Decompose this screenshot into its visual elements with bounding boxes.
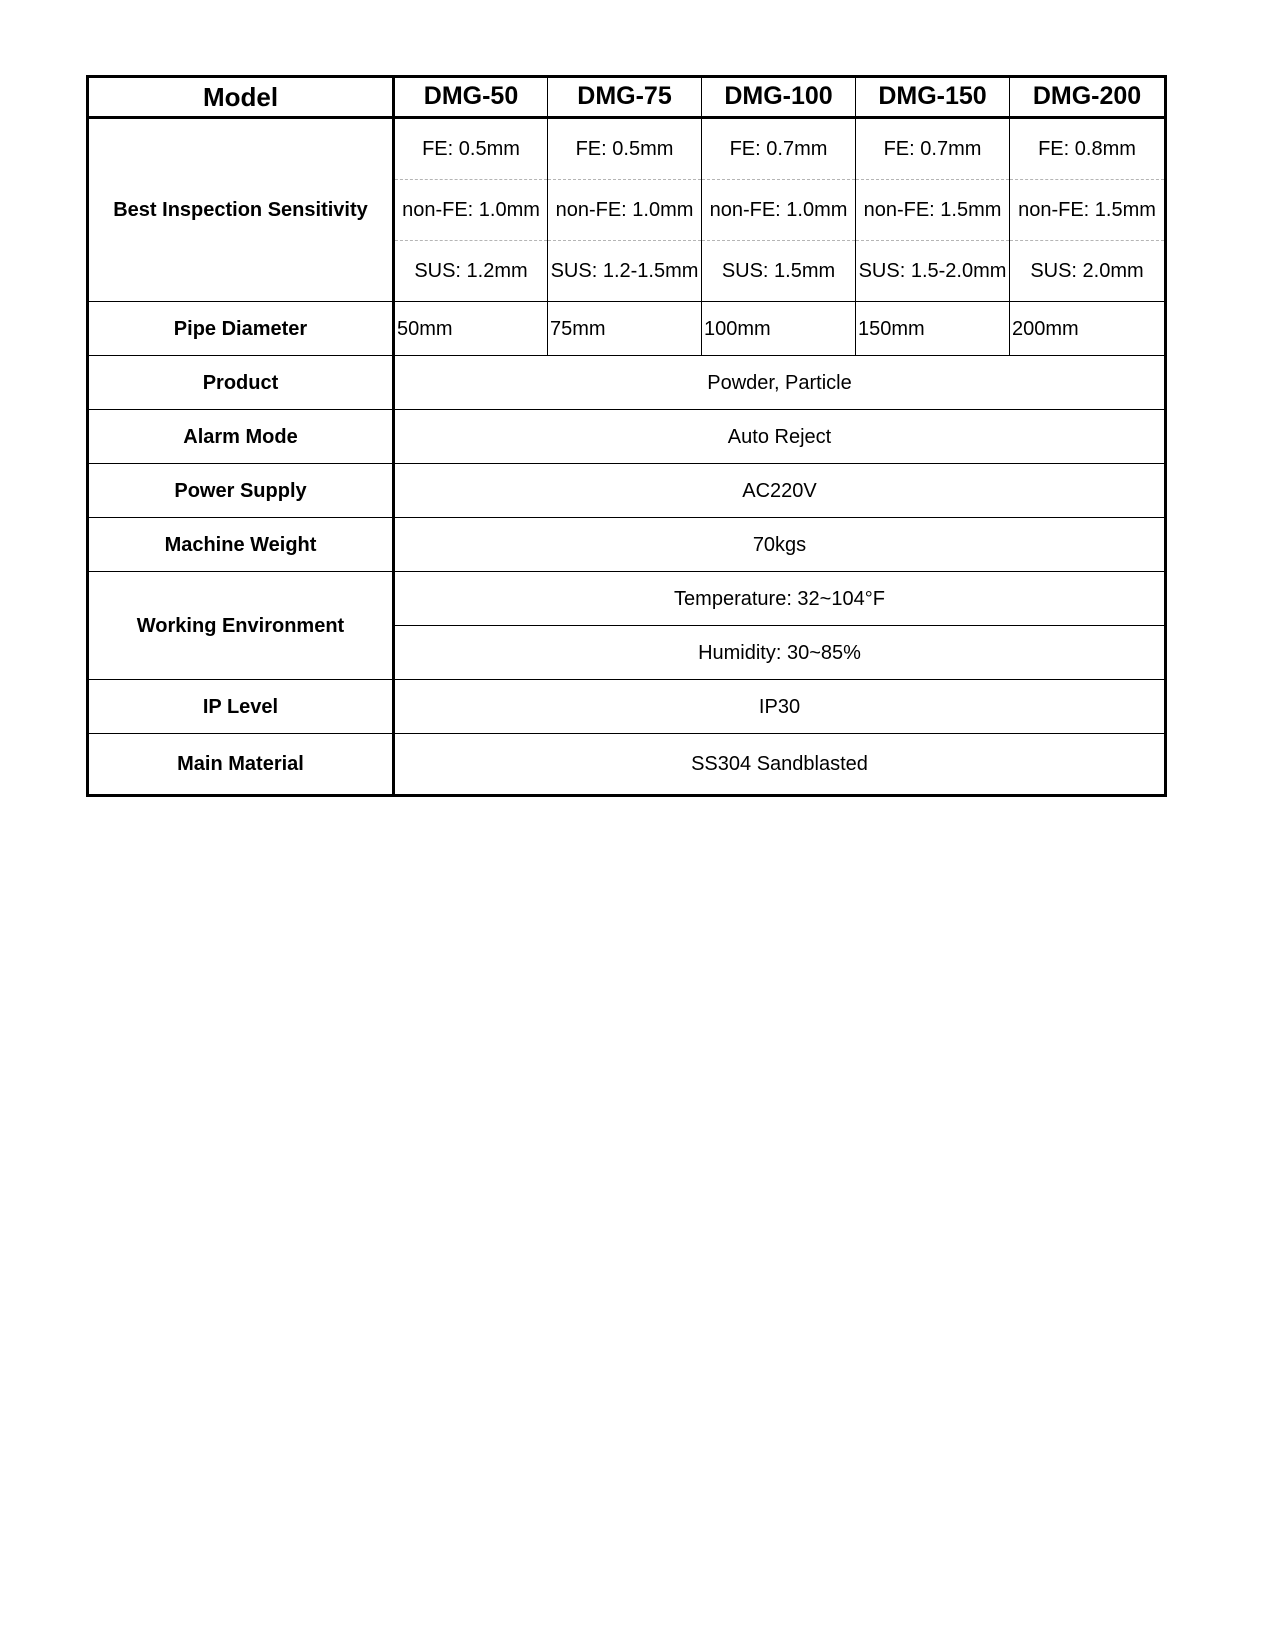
ip-level-value: IP30 [394, 680, 1166, 734]
pipe-diameter-label: Pipe Diameter [88, 302, 394, 356]
sensitivity-nonfe-cell: non-FE: 1.5mm [856, 180, 1010, 241]
main-material-value: SS304 Sandblasted [394, 734, 1166, 796]
product-value: Powder, Particle [394, 356, 1166, 410]
sensitivity-sus-cell: SUS: 1.5-2.0mm [856, 241, 1010, 302]
main-material-label: Main Material [88, 734, 394, 796]
machine-weight-label: Machine Weight [88, 518, 394, 572]
temperature-value: Temperature: 32~104°F [394, 572, 1166, 626]
ip-level-label: IP Level [88, 680, 394, 734]
header-row [88, 77, 1166, 118]
pipe-diameter-row [88, 302, 1166, 356]
pipe-diameter-cell: 100mm [702, 302, 856, 356]
product-label: Product [88, 356, 394, 410]
main-material-row [88, 734, 1166, 796]
model-dmg-200: DMG-200 [1010, 77, 1166, 118]
power-supply-row [88, 464, 1166, 518]
pipe-diameter-cell: 150mm [856, 302, 1010, 356]
sensitivity-label: Best Inspection Sensitivity [88, 118, 394, 302]
model-dmg-75: DMG-75 [548, 77, 702, 118]
sensitivity-nonfe-cell: non-FE: 1.0mm [548, 180, 702, 241]
pipe-diameter-cell: 75mm [548, 302, 702, 356]
alarm-mode-label: Alarm Mode [88, 410, 394, 464]
sensitivity-sus-cell: SUS: 1.2-1.5mm [548, 241, 702, 302]
model-dmg-50: DMG-50 [394, 77, 548, 118]
sensitivity-sus-cell: SUS: 2.0mm [1010, 241, 1166, 302]
alarm-mode-value: Auto Reject [394, 410, 1166, 464]
sensitivity-sus-cell: SUS: 1.5mm [702, 241, 856, 302]
pipe-diameter-cell: 50mm [394, 302, 548, 356]
sensitivity-nonfe-cell: non-FE: 1.0mm [394, 180, 548, 241]
alarm-mode-row [88, 410, 1166, 464]
spec-table [86, 75, 1167, 797]
sensitivity-fe-cell: FE: 0.5mm [394, 118, 548, 180]
sensitivity-nonfe-cell: non-FE: 1.0mm [702, 180, 856, 241]
sensitivity-fe-cell: FE: 0.7mm [702, 118, 856, 180]
sensitivity-fe-cell: FE: 0.7mm [856, 118, 1010, 180]
power-supply-value: AC220V [394, 464, 1166, 518]
model-header: Model [88, 77, 394, 118]
sensitivity-fe-row [88, 118, 1166, 180]
machine-weight-row [88, 518, 1166, 572]
power-supply-label: Power Supply [88, 464, 394, 518]
model-dmg-150: DMG-150 [856, 77, 1010, 118]
model-dmg-100: DMG-100 [702, 77, 856, 118]
humidity-value: Humidity: 30~85% [394, 626, 1166, 680]
machine-weight-value: 70kgs [394, 518, 1166, 572]
ip-level-row [88, 680, 1166, 734]
sensitivity-nonfe-cell: non-FE: 1.5mm [1010, 180, 1166, 241]
sensitivity-fe-cell: FE: 0.5mm [548, 118, 702, 180]
sensitivity-sus-cell: SUS: 1.2mm [394, 241, 548, 302]
working-environment-temperature-row [88, 572, 1166, 626]
product-row [88, 356, 1166, 410]
sensitivity-fe-cell: FE: 0.8mm [1010, 118, 1166, 180]
pipe-diameter-cell: 200mm [1010, 302, 1166, 356]
working-environment-label: Working Environment [88, 572, 394, 680]
